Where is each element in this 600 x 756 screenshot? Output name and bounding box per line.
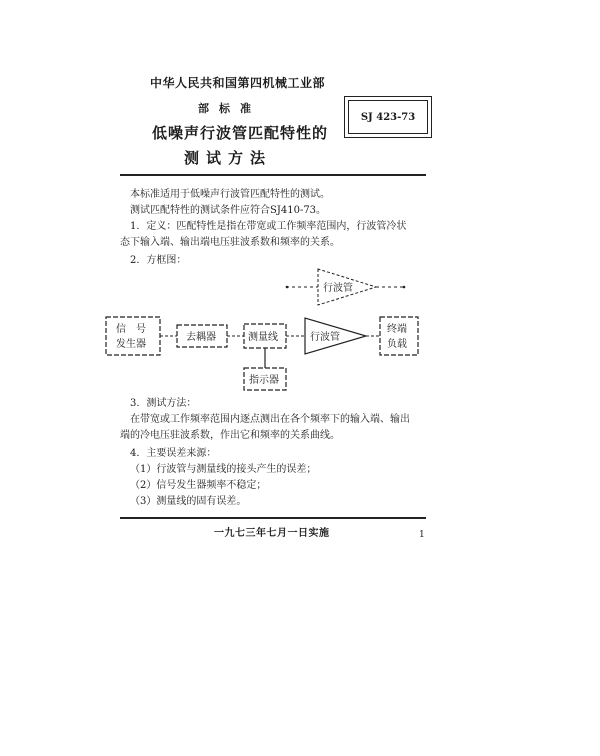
- twt-block: [305, 318, 366, 354]
- signal-generator-label-2: 发生器: [116, 339, 146, 350]
- termination-load-block: [380, 317, 418, 355]
- title-line-2: 测试方法: [184, 149, 273, 167]
- signal-generator-label-1: 信 号: [116, 324, 146, 335]
- indicator-block: [244, 368, 286, 390]
- issuing-ministry: 中华人民共和国第四机械工业部: [150, 76, 326, 90]
- indicator-label: 指示器: [249, 375, 279, 386]
- twt-label: 行波管: [310, 332, 340, 343]
- decoupler-block: [177, 325, 227, 347]
- error-item: （3）测量线的固有误差。: [130, 496, 247, 507]
- signal-generator-block: [106, 317, 160, 355]
- twt-alt-label: 行波管: [323, 283, 353, 294]
- definition-line-1: 1．定义：匹配特性是指在带宽或工作频率范围内，行波管冷状: [130, 221, 407, 232]
- bottom-divider: [120, 517, 426, 519]
- block-diagram-heading: 2．方框图：: [130, 255, 187, 266]
- definition-line-2: 态下输入端、输出端电压驻波系数和频率的关系。: [120, 237, 340, 248]
- method-heading: 3．测试方法：: [130, 398, 197, 409]
- termination-label-2: 负载: [387, 339, 407, 350]
- page-number: 1: [419, 530, 425, 540]
- standard-type: 部标准: [198, 102, 261, 115]
- implementation-date: 一九七三年七月一日实施: [214, 528, 330, 539]
- method-line-2: 端的冷电压驻波系数，作出它和频率的关系曲线。: [120, 430, 340, 441]
- intro-paragraph: 本标准适用于低噪声行波管匹配特性的测试。: [130, 189, 330, 200]
- standard-code: SJ 423-73: [348, 100, 428, 134]
- method-line-1: 在带宽或工作频率范围内逐点测出在各个频率下的输入端、输出: [130, 414, 410, 425]
- error-heading: 4．主要误差来源：: [130, 448, 217, 459]
- title-line-1: 低噪声行波管匹配特性的: [152, 124, 329, 142]
- conditions-paragraph: 测试匹配特性的测试条件应符合SJ410-73。: [130, 205, 327, 216]
- measuring-line-block: [244, 324, 286, 348]
- error-item: （2）信号发生器频率不稳定；: [130, 480, 267, 491]
- measuring-line-label: 测量线: [248, 332, 278, 343]
- termination-label-1: 终端: [387, 324, 407, 335]
- error-item: （1）行波管与测量线的接头产生的误差；: [130, 464, 317, 475]
- twt-alt-block: [286, 269, 406, 305]
- decoupler-label: 去耦器: [186, 332, 216, 343]
